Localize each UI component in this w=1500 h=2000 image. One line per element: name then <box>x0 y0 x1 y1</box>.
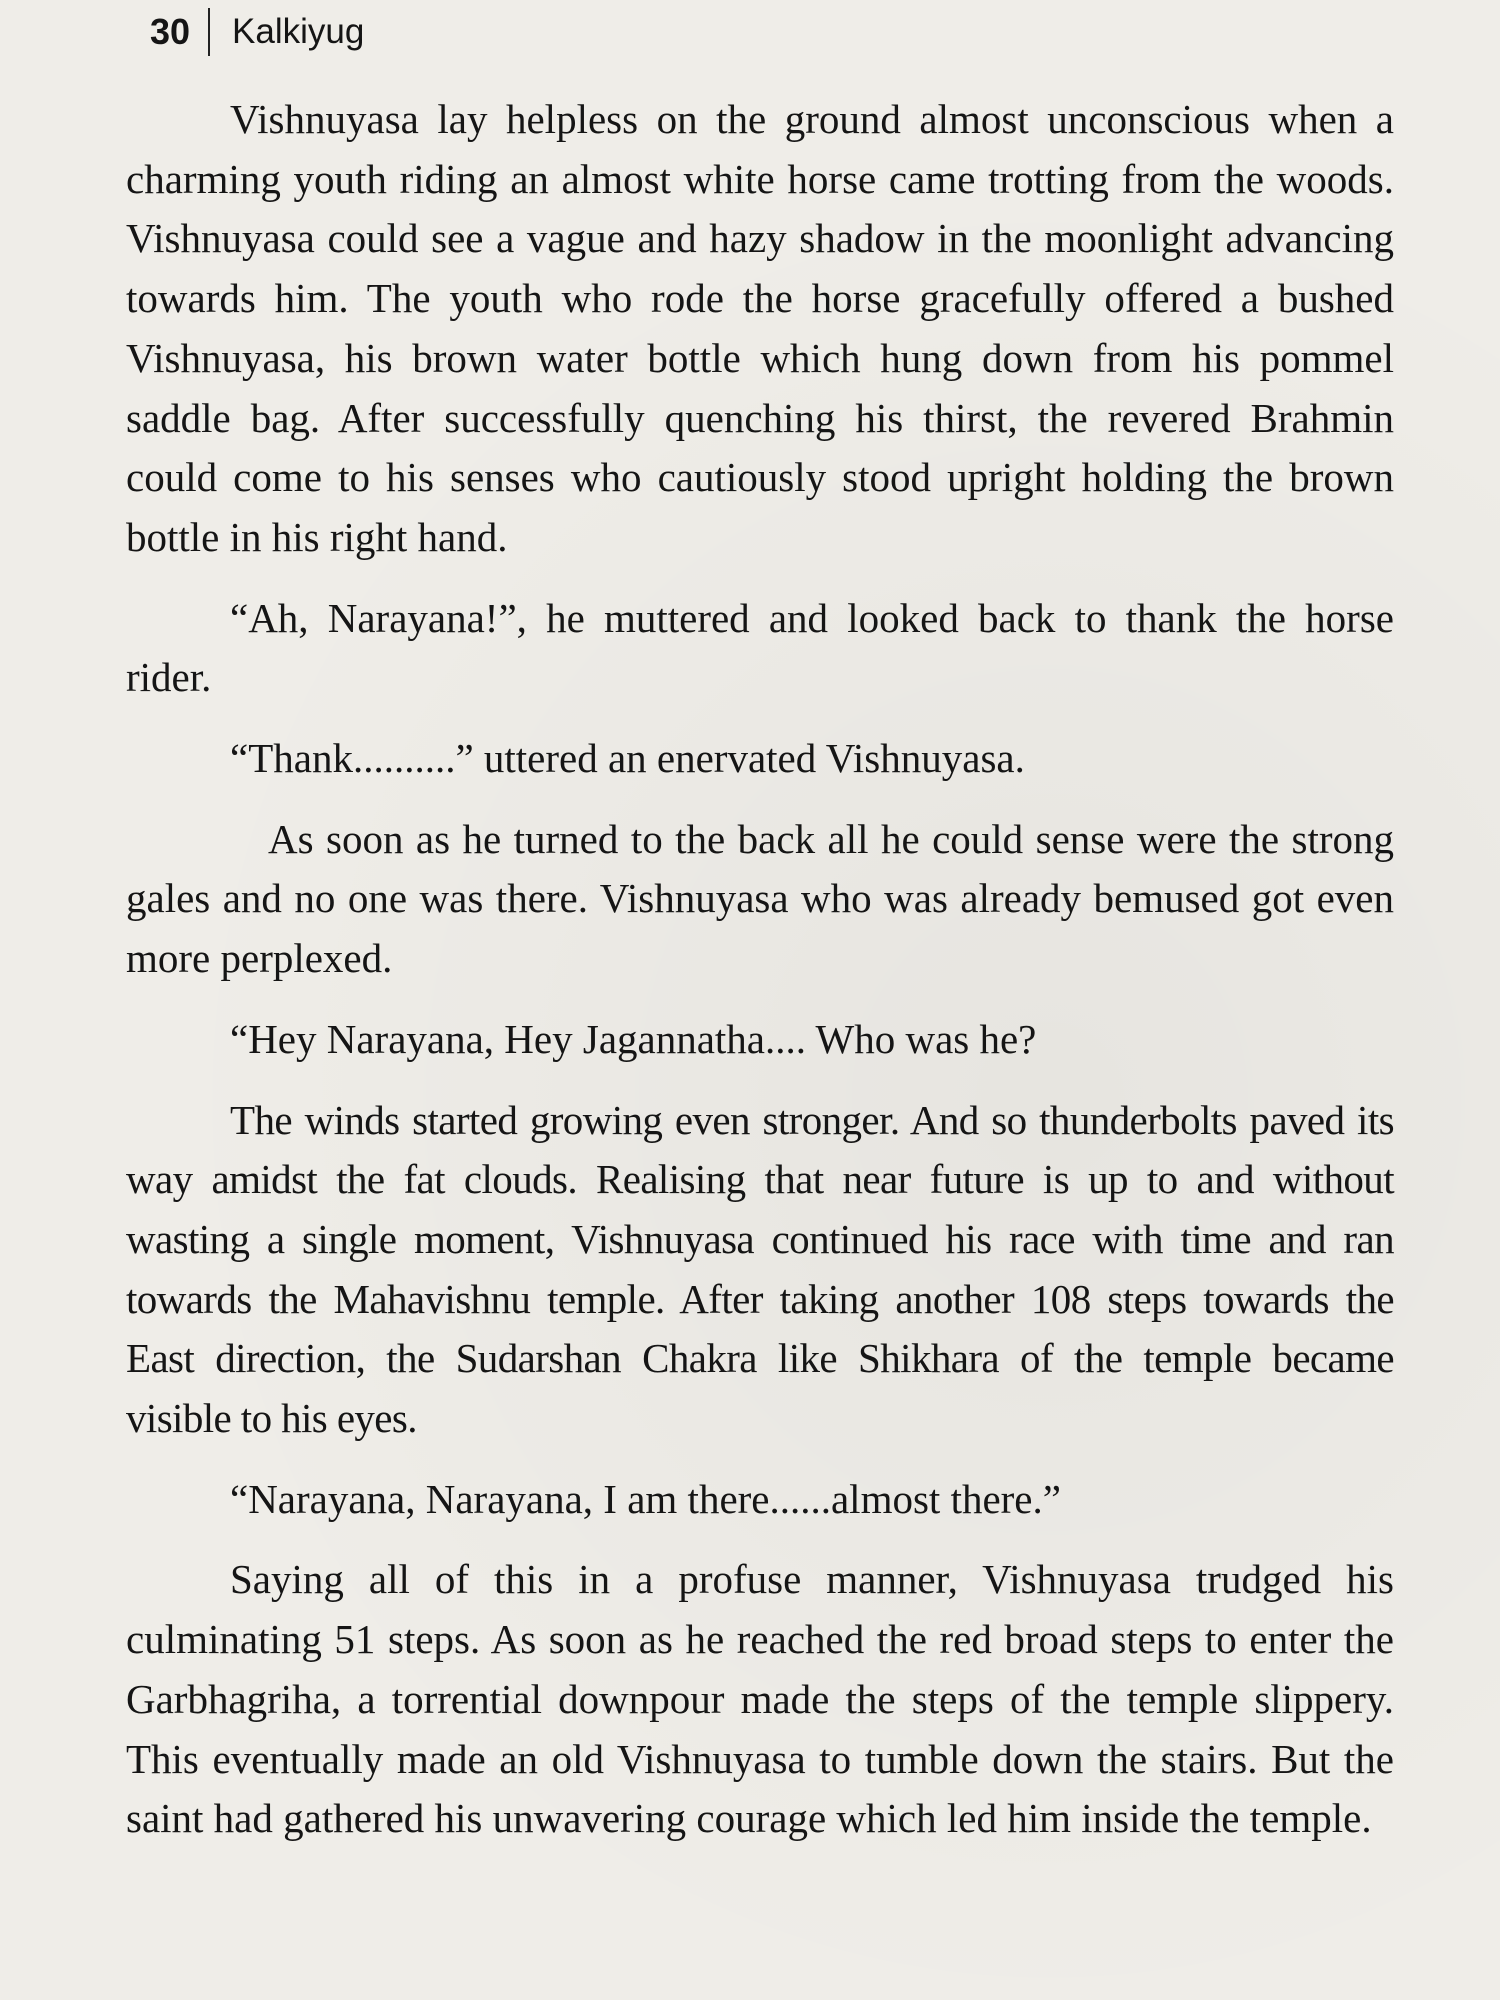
paragraph: “Thank..........” uttered an enervated Vishnuyasa. <box>230 735 1025 782</box>
page-body <box>126 90 1394 1849</box>
paragraph: “Hey Narayana, Hey Jagannatha.... Who was he? <box>230 1015 1037 1062</box>
paragraph: Saying all of this in a profuse manner, Vishnuyasa trudged his culminating 51 steps. As soon as he reached the red broad steps to enter the Garbhagriha, a torrential downpour made the steps of the temple slippery. This eventually made an old Vishnuyasa to tumble down the stairs. But the saint had gathered his unwavering courage which led him inside the temple. <box>126 1556 1394 1842</box>
header-divider <box>208 8 210 56</box>
paragraph: As soon as he turned to the back all he could sense were the strong gales and no one was there. Vishnuyasa who was already bemused got even more perplexed. <box>126 815 1394 982</box>
running-title: Kalkiyug <box>232 12 365 51</box>
paragraph: “Narayana, Narayana, I am there......almost there.” <box>230 1475 1061 1522</box>
page-number: 30 <box>150 11 191 52</box>
page-header <box>150 6 364 58</box>
paragraph: Vishnuyasa lay helpless on the ground almost unconscious when a charming youth riding an almost white horse came trotting from the woods. Vishnuyasa could see a vague and hazy shadow in the moonlight advancing towards him. The youth who rode the horse gracefully offered a bushed Vishnuyasa, his brown water bottle which hung down from his pommel saddle bag. After successfully quenching his thirst, the revered Brahmin could come to his senses who cautiously stood upright holding the brown bottle in his right hand. <box>126 96 1394 560</box>
paragraph: “Ah, Narayana!”, he muttered and looked back to thank the horse rider. <box>126 594 1394 701</box>
paragraph: The winds started growing even stronger. And so thunderbolts paved its way amidst the fat clouds. Realising that near future is up to and without wasting a single moment, Vishnuyasa continued his race with time and ran towards the Mahavishnu temple. After taking another 108 steps towards the East direction, the Sudarshan Chakra like Shikhara of the temple became visible to his eyes. <box>126 1096 1394 1442</box>
